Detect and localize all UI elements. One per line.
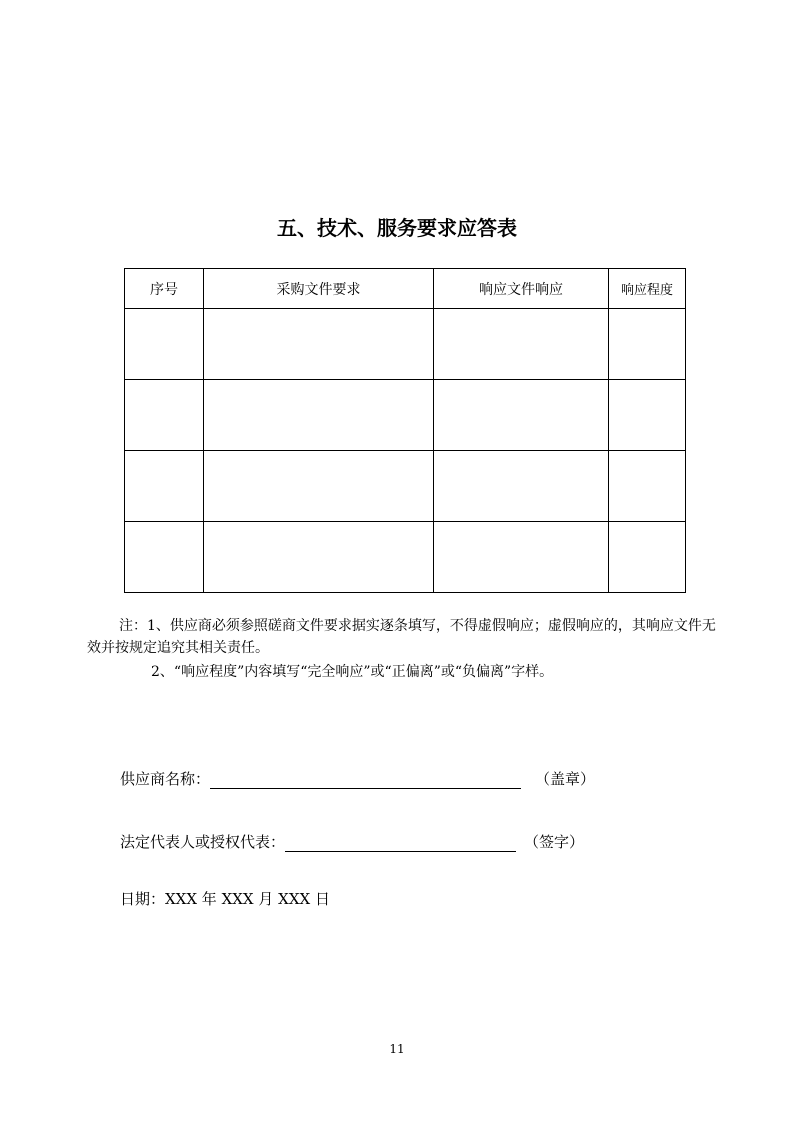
date-text: 日期：XXX 年 XXX 月 XXX 日 (120, 890, 330, 908)
cell-degree[interactable] (609, 309, 686, 380)
cell-index[interactable] (125, 522, 204, 593)
supplier-name-line[interactable] (210, 772, 521, 789)
page-number: 11 (389, 1042, 405, 1056)
date-field (120, 887, 330, 909)
supplier-name-label: 供应商名称： (120, 770, 211, 788)
page-title: 五、技术、服务要求应答表 (277, 216, 517, 240)
cell-index[interactable] (125, 309, 204, 380)
table-row (125, 309, 686, 380)
supplier-seal-note: （盖章） (535, 770, 596, 788)
header-requirement: 采购文件要求 (204, 269, 434, 309)
supplier-name-field (120, 767, 595, 789)
representative-label: 法定代表人或授权代表： (120, 833, 286, 851)
cell-requirement[interactable] (204, 309, 434, 380)
response-table (124, 268, 686, 593)
note-1: 注：1、供应商必须参照磋商文件要求据实逐条填写，不得虚假响应；虚假响应的，其响应文件无效并按规定追究其相关责任。 (87, 618, 716, 656)
cell-degree[interactable] (609, 380, 686, 451)
cell-requirement[interactable] (204, 451, 434, 522)
cell-degree[interactable] (609, 522, 686, 593)
cell-requirement[interactable] (204, 522, 434, 593)
table-row (125, 451, 686, 522)
cell-response[interactable] (434, 451, 609, 522)
cell-response[interactable] (434, 522, 609, 593)
representative-field (120, 830, 584, 852)
representative-line[interactable] (285, 835, 516, 852)
cell-response[interactable] (434, 309, 609, 380)
cell-response[interactable] (434, 380, 609, 451)
note-2: 2、“响应程度”内容填写“完全响应”或“正偏离”或“负偏离”字样。 (151, 664, 554, 680)
table-row (125, 380, 686, 451)
table-header-row (125, 269, 686, 309)
cell-index[interactable] (125, 451, 204, 522)
table-row (125, 522, 686, 593)
cell-requirement[interactable] (204, 380, 434, 451)
cell-degree[interactable] (609, 451, 686, 522)
header-response: 响应文件响应 (434, 269, 609, 309)
representative-sign-note: （签字） (524, 833, 585, 851)
header-index: 序号 (125, 269, 204, 309)
cell-index[interactable] (125, 380, 204, 451)
header-degree: 响应程度 (609, 269, 686, 309)
